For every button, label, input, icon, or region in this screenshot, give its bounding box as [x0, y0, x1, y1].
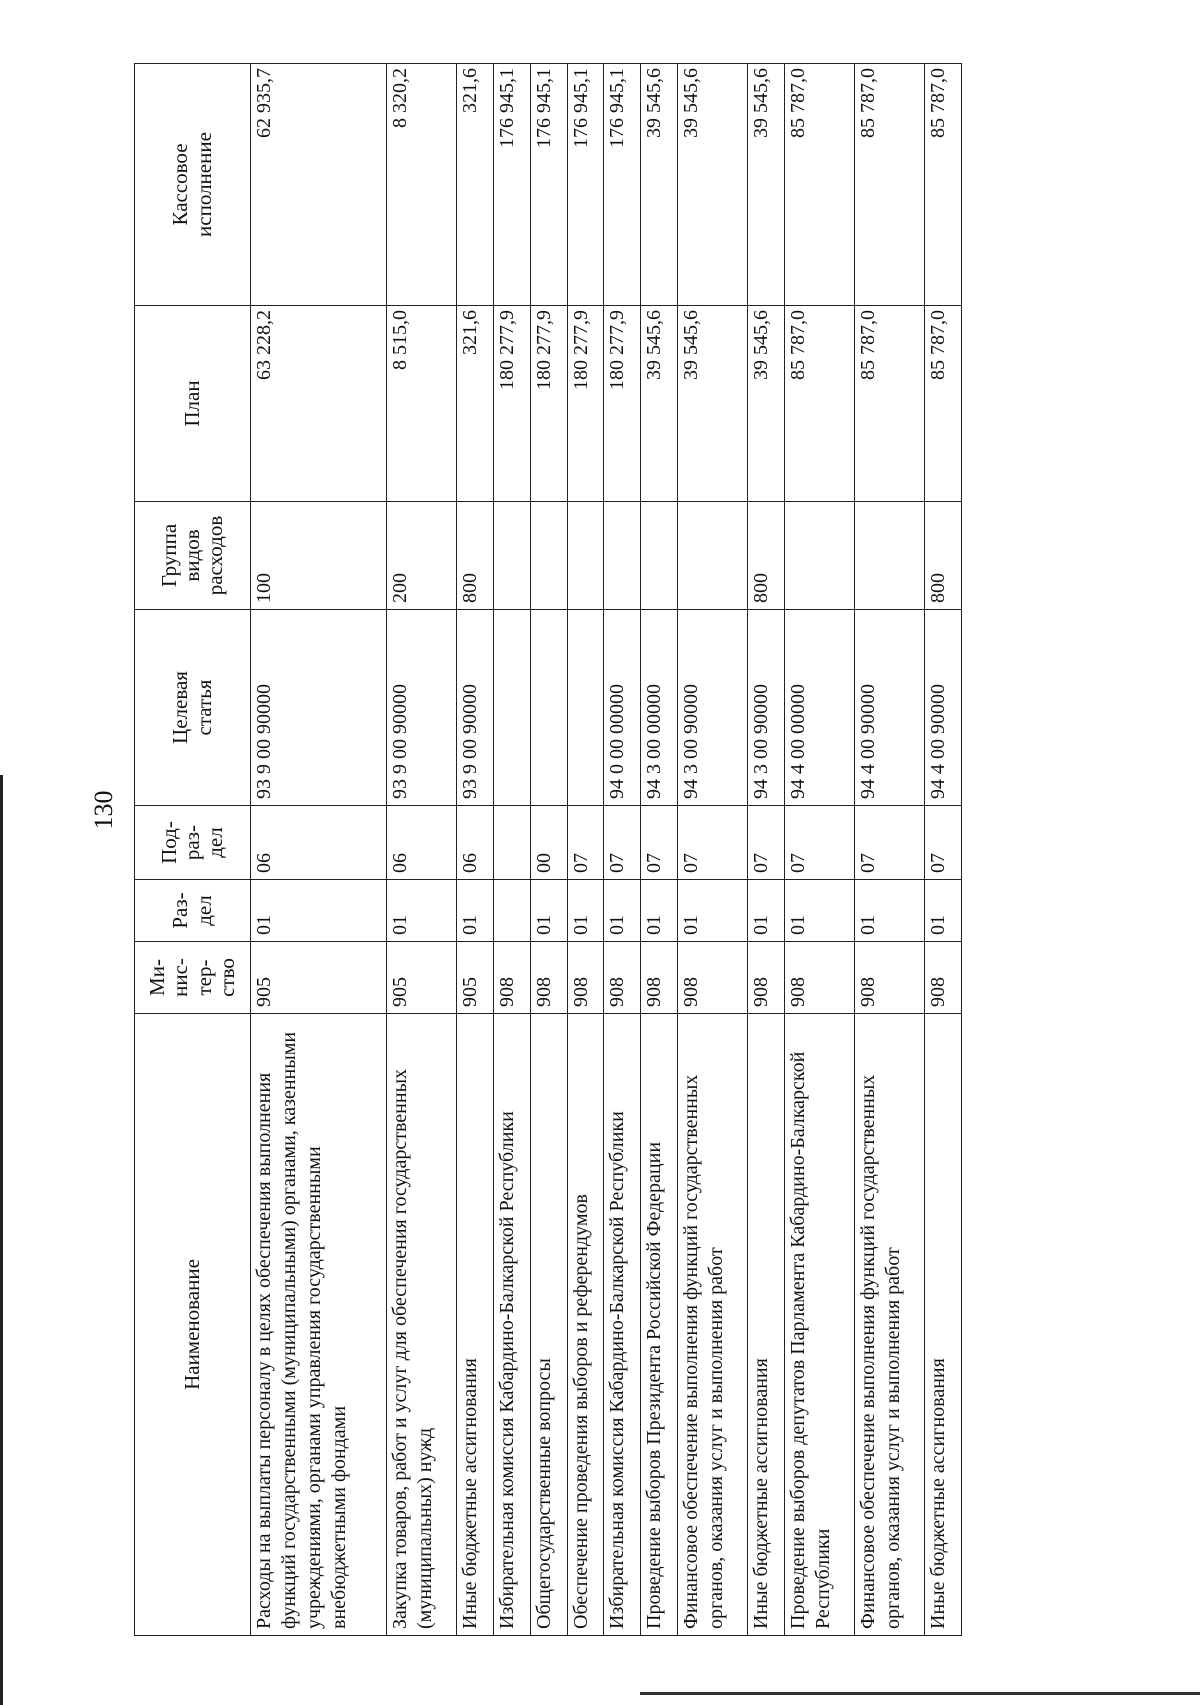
table-header-row — [135, 64, 251, 1636]
cell-section: 01 — [785, 880, 855, 942]
cell-plan: 85 787,0 — [855, 306, 925, 502]
cell-section: 01 — [251, 880, 387, 942]
cell-plan: 39 545,6 — [641, 306, 678, 502]
cell-section: 01 — [748, 880, 785, 942]
cell-subsection: 00 — [530, 806, 567, 880]
cell-name: Избирательная комиссия Кабардино-Балкарской Республики — [493, 1014, 530, 1636]
cell-execution: 85 787,0 — [785, 64, 855, 306]
cell-section: 01 — [641, 880, 678, 942]
cell-plan: 180 277,9 — [530, 306, 567, 502]
left-margin-rule — [0, 775, 3, 1705]
cell-execution: 85 787,0 — [855, 64, 925, 306]
cell-section: 01 — [924, 880, 961, 942]
table-row — [785, 64, 855, 1636]
cell-expense-group: 100 — [251, 502, 387, 610]
header-target: Целевая статья — [135, 610, 251, 806]
table-row — [678, 64, 748, 1636]
table-row — [604, 64, 641, 1636]
cell-section: 01 — [855, 880, 925, 942]
cell-execution: 39 545,6 — [748, 64, 785, 306]
cell-target — [567, 610, 604, 806]
cell-expense-group: 800 — [456, 502, 493, 610]
cell-target: 93 9 00 90000 — [251, 610, 387, 806]
cell-ministry: 908 — [924, 942, 961, 1014]
bottom-margin-rule — [640, 1692, 1200, 1695]
table-row — [567, 64, 604, 1636]
cell-section: 01 — [678, 880, 748, 942]
table-row — [855, 64, 925, 1636]
cell-subsection: 06 — [386, 806, 456, 880]
cell-section: 01 — [604, 880, 641, 942]
cell-target: 94 4 00 00000 — [785, 610, 855, 806]
cell-subsection: 07 — [785, 806, 855, 880]
cell-expense-group — [785, 502, 855, 610]
cell-ministry: 908 — [493, 942, 530, 1014]
cell-execution: 62 935,7 — [251, 64, 387, 306]
cell-section: 01 — [456, 880, 493, 942]
cell-name: Избирательная комиссия Кабардино-Балкарской Республики — [604, 1014, 641, 1636]
cell-plan: 180 277,9 — [604, 306, 641, 502]
cell-name: Обеспечение проведения выборов и референдумов — [567, 1014, 604, 1636]
cell-subsection: 06 — [456, 806, 493, 880]
cell-plan: 8 515,0 — [386, 306, 456, 502]
cell-plan: 321,6 — [456, 306, 493, 502]
cell-plan: 85 787,0 — [924, 306, 961, 502]
cell-name: Расходы на выплаты персоналу в целях обеспечения выполнения функций государственными (муниципальными) органами, казенными учреждениями, органами управления государственными внебюджетными фондами — [251, 1014, 387, 1636]
cell-ministry: 908 — [604, 942, 641, 1014]
cell-subsection: 07 — [748, 806, 785, 880]
cell-expense-group — [530, 502, 567, 610]
cell-expense-group — [567, 502, 604, 610]
cell-subsection: 07 — [567, 806, 604, 880]
cell-execution: 85 787,0 — [924, 64, 961, 306]
cell-ministry: 908 — [748, 942, 785, 1014]
cell-name: Финансовое обеспечение выполнения функций государственных органов, оказания услуг и выполнения работ — [855, 1014, 925, 1636]
cell-subsection: 07 — [678, 806, 748, 880]
cell-name: Финансовое обеспечение выполнения функций государственных органов, оказания услуг и выполнения работ — [678, 1014, 748, 1636]
cell-target: 93 9 00 90000 — [456, 610, 493, 806]
cell-target: 94 4 00 90000 — [855, 610, 925, 806]
header-ministry: Ми- нис- тер- ство — [135, 942, 251, 1014]
cell-ministry: 908 — [855, 942, 925, 1014]
table-row — [748, 64, 785, 1636]
header-name: Наименование — [135, 1014, 251, 1636]
cell-target: 93 9 00 90000 — [386, 610, 456, 806]
cell-target — [530, 610, 567, 806]
cell-plan: 39 545,6 — [748, 306, 785, 502]
cell-name: Общегосударственные вопросы — [530, 1014, 567, 1636]
cell-name: Закупка товаров, работ и услуг для обеспечения государственных (муниципальных) нужд — [386, 1014, 456, 1636]
cell-name: Проведение выборов Президента Российской Федерации — [641, 1014, 678, 1636]
page-number: 130 — [89, 790, 118, 830]
cell-ministry: 908 — [641, 942, 678, 1014]
header-section: Раз- дел — [135, 880, 251, 942]
cell-ministry: 908 — [678, 942, 748, 1014]
cell-expense-group: 200 — [386, 502, 456, 610]
cell-expense-group — [641, 502, 678, 610]
cell-execution: 176 945,1 — [530, 64, 567, 306]
cell-subsection — [493, 806, 530, 880]
cell-section: 01 — [530, 880, 567, 942]
cell-execution: 39 545,6 — [678, 64, 748, 306]
header-expense-group: Группа видов расходов — [135, 502, 251, 610]
budget-table-container — [134, 64, 962, 1636]
cell-expense-group: 800 — [748, 502, 785, 610]
table-row — [456, 64, 493, 1636]
cell-plan: 63 228,2 — [251, 306, 387, 502]
cell-subsection: 07 — [924, 806, 961, 880]
cell-target: 94 3 00 90000 — [678, 610, 748, 806]
cell-name: Иные бюджетные ассигнования — [924, 1014, 961, 1636]
cell-ministry: 908 — [785, 942, 855, 1014]
cell-plan: 180 277,9 — [567, 306, 604, 502]
cell-target: 94 4 00 90000 — [924, 610, 961, 806]
cell-execution: 176 945,1 — [493, 64, 530, 306]
cell-expense-group — [604, 502, 641, 610]
cell-name: Иные бюджетные ассигнования — [748, 1014, 785, 1636]
table-row — [251, 64, 387, 1636]
table-body — [251, 64, 962, 1636]
cell-subsection: 06 — [251, 806, 387, 880]
cell-name: Проведение выборов депутатов Парламента Кабардино-Балкарской Республики — [785, 1014, 855, 1636]
header-subsection: Под- раз- дел — [135, 806, 251, 880]
cell-expense-group — [855, 502, 925, 610]
table-row — [493, 64, 530, 1636]
cell-subsection: 07 — [641, 806, 678, 880]
cell-execution: 176 945,1 — [567, 64, 604, 306]
cell-section — [493, 880, 530, 942]
budget-table — [134, 63, 962, 1636]
cell-execution: 8 320,2 — [386, 64, 456, 306]
cell-target: 94 3 00 90000 — [748, 610, 785, 806]
header-execution: Кассовое исполнение — [135, 64, 251, 306]
cell-target — [493, 610, 530, 806]
cell-execution: 321,6 — [456, 64, 493, 306]
cell-ministry: 905 — [456, 942, 493, 1014]
cell-section: 01 — [567, 880, 604, 942]
cell-subsection: 07 — [604, 806, 641, 880]
cell-plan: 39 545,6 — [678, 306, 748, 502]
cell-ministry: 908 — [530, 942, 567, 1014]
cell-plan: 85 787,0 — [785, 306, 855, 502]
cell-ministry: 908 — [567, 942, 604, 1014]
cell-execution: 39 545,6 — [641, 64, 678, 306]
cell-expense-group: 800 — [924, 502, 961, 610]
cell-target: 94 3 00 00000 — [641, 610, 678, 806]
cell-plan: 180 277,9 — [493, 306, 530, 502]
header-plan: План — [135, 306, 251, 502]
table-row — [530, 64, 567, 1636]
cell-ministry: 905 — [386, 942, 456, 1014]
cell-expense-group — [678, 502, 748, 610]
cell-execution: 176 945,1 — [604, 64, 641, 306]
cell-name: Иные бюджетные ассигнования — [456, 1014, 493, 1636]
cell-subsection: 07 — [855, 806, 925, 880]
cell-section: 01 — [386, 880, 456, 942]
cell-ministry: 905 — [251, 942, 387, 1014]
table-row — [641, 64, 678, 1636]
cell-expense-group — [493, 502, 530, 610]
cell-target: 94 0 00 00000 — [604, 610, 641, 806]
table-row — [924, 64, 961, 1636]
table-row — [386, 64, 456, 1636]
